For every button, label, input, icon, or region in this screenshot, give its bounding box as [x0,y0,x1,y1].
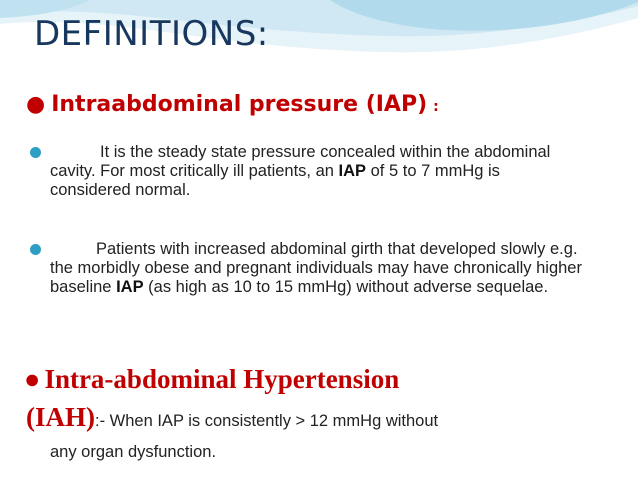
iah-heading-line1: Intra-abdominal Hypertension [44,364,400,394]
para1-text-b: of 5 to 7 mmHg is considered normal. [50,162,500,199]
iap-heading-text: Intraabdominal pressure (IAP) [51,92,428,117]
iah-text-a: :- When IAP is consistently > 12 mmHg without [95,412,439,430]
bullet-dot: ● [24,364,41,394]
para2-text-b: (as high as 10 to 15 mmHg) without adverse sequelae. [143,278,549,296]
bullet-marker [30,147,41,158]
heading-colon: : [433,99,439,115]
para2-bold: IAP [116,278,144,296]
para1-text-a: It is the steady state pressure concealed within the abdominal cavity. For most critically ill patients, an [50,143,551,180]
iah-text-b: any organ dysfunction. [50,443,217,461]
iap-definition-paragraph [30,143,582,200]
slide-title: DEFINITIONS: [34,14,269,54]
para2-text-a: Patients with increased abdominal girth that developed slowly e.g. the morbidly obese and pregnant individuals may have chronically higher baseline [50,240,582,296]
iap-baseline-paragraph [30,240,582,297]
bullet-dot: ● [26,92,46,117]
iah-heading-line2: (IAH) [26,402,95,432]
bullet-marker [30,244,41,255]
section-heading-iap [26,92,439,117]
para1-bold: IAP [338,162,367,180]
section-iah [24,362,588,462]
